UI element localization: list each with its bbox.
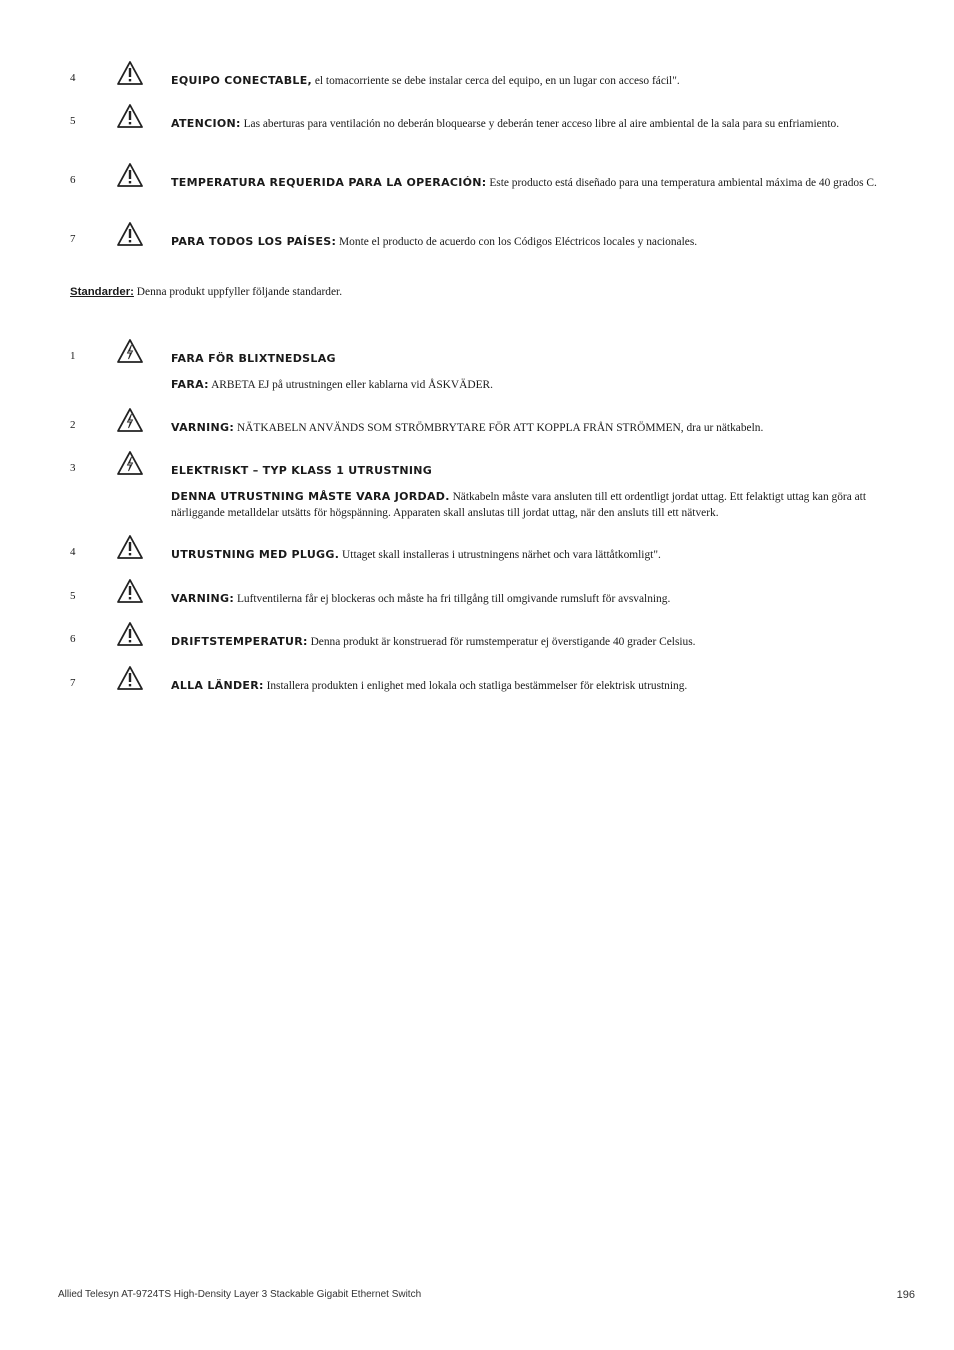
standards-text: Denna produkt uppfyller följande standarder.: [133, 286, 343, 298]
item-subtext: FARA: ARBETA EJ på utrustningen eller kablarna vid ÅSKVÄDER.: [171, 378, 493, 391]
page-number: 196: [896, 1289, 915, 1301]
standards-label: Standarder:: [70, 286, 134, 298]
item-number: 6: [70, 633, 76, 645]
lightning-warning-icon: [116, 338, 144, 364]
footer-product-name: Allied Telesyn AT-9724TS High-Density Layer 3 Stackable Gigabit Ethernet Switch: [58, 1289, 422, 1300]
standards-line: [70, 286, 342, 298]
item-text: DRIFTSTEMPERATUR: Denna produkt är konstruerad för rumstemperatur ej överstigande 40 grader Celsius.: [171, 635, 696, 648]
item-number: 2: [70, 419, 76, 431]
item-number: 1: [70, 350, 76, 362]
item-text: TEMPERATURA REQUERIDA PARA LA OPERACIÓN: Este producto está diseñado para una temperatura ambiental máxima de 40 grados C.: [171, 176, 877, 189]
warning-icon: [116, 60, 144, 86]
item-text: FARA FÖR BLIXTNEDSLAG: [171, 352, 336, 365]
item-number: 5: [70, 590, 76, 602]
item-number: 3: [70, 462, 76, 474]
item-text: ALLA LÄNDER: Installera produkten i enlighet med lokala och statliga bestämmelser för elektrisk utrustning.: [171, 679, 688, 692]
warning-icon: [116, 578, 144, 604]
item-number: 5: [70, 115, 76, 127]
item-number: 7: [70, 233, 76, 245]
warning-icon: [116, 103, 144, 129]
item-text: PARA TODOS LOS PAÍSES: Monte el producto de acuerdo con los Códigos Eléctricos locales y nacionales.: [171, 235, 698, 248]
warning-icon: [116, 534, 144, 560]
warning-icon: [116, 162, 144, 188]
item-text: EQUIPO CONECTABLE, el tomacorriente se debe instalar cerca del equipo, en un lugar con acceso fácil".: [171, 74, 680, 87]
item-text: VARNING: Luftventilerna får ej blockeras och måste ha fri tillgång till omgivande rumsluft för avsvalning.: [171, 592, 671, 605]
item-number: 6: [70, 174, 76, 186]
item-subtext: DENNA UTRUSTNING MÅSTE VARA JORDAD. Nätkabeln måste vara ansluten till ett ordentligt jordat uttag. Ett felaktigt uttag kan göra att närliggande metalldelar utsätts för högspänning. Apparaten skall anslutas till jordat uttag, när den ansluts till ett nätverk.: [171, 490, 866, 519]
item-text: ELEKTRISKT – TYP KLASS 1 UTRUSTNING: [171, 464, 433, 477]
item-number: 4: [70, 72, 76, 84]
warning-icon: [116, 221, 144, 247]
item-number: 4: [70, 546, 76, 558]
lightning-warning-icon: [116, 450, 144, 476]
item-text: ATENCION: Las aberturas para ventilación no deberán bloquearse y deberán tener acceso libre al aire ambiental de la sala para su enfriamiento.: [171, 117, 840, 130]
item-text: UTRUSTNING MED PLUGG. Uttaget skall installeras i utrustningens närhet och vara lättåtkomligt".: [171, 548, 661, 561]
item-text: VARNING: NÄTKABELN ANVÄNDS SOM STRÖMBRYTARE FÖR ATT KOPPLA FRÅN STRÖMMEN, dra ur nätkabeln.: [171, 421, 764, 434]
lightning-warning-icon: [116, 407, 144, 433]
warning-icon: [116, 665, 144, 691]
item-number: 7: [70, 677, 76, 689]
warning-icon: [116, 621, 144, 647]
